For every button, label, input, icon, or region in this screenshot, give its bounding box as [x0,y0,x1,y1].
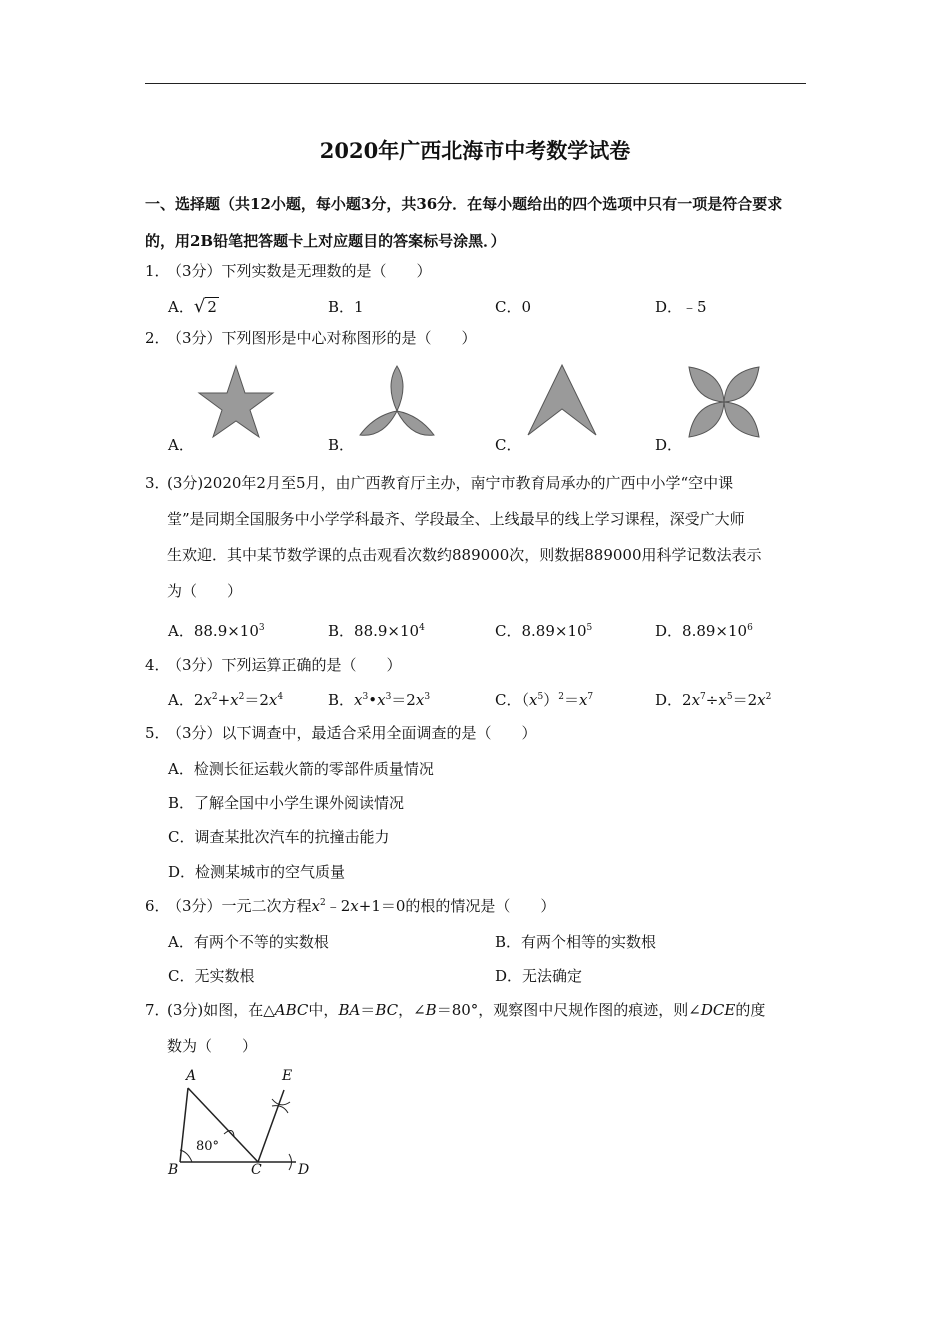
question-text-line-3: 生欢迎．其中某节数学课的点击观看次数约889000次，则数据889000用科学记数法表示 [167,546,762,564]
option-b[interactable]: B． [328,436,355,454]
arrowhead-figure [524,363,600,439]
option-text: D．8.89×10 [655,622,748,640]
question-text-pre: （3分）一元二次方程 [167,897,312,915]
question-3 [145,465,810,609]
exponent: 5 [586,623,593,633]
option-c[interactable]: C．调查某批次汽车的抗撞击能力 [168,828,390,846]
question-5 [145,715,810,751]
angle-label: 80° [196,1139,220,1154]
option-c[interactable]: C．无实数根 [168,967,255,985]
label-a: A [186,1068,197,1084]
option-d[interactable]: D． [655,436,683,454]
option-b[interactable]: B．了解全国中小学生课外阅读情况 [168,794,405,812]
question-6-options-row-2 [168,965,808,989]
question-4-options [168,689,808,713]
option-value: 2 [207,298,217,316]
option-d[interactable]: D．检测某城市的空气质量 [168,863,346,881]
question-text: （3分）下列实数是无理数的是（ ） [167,262,432,280]
four-petal-figure [684,362,764,442]
exponent: 6 [747,623,753,633]
option-d[interactable]: D．$2x^7\div x^5=2x^2$ [655,691,772,709]
question-text-line-4: 为（ ） [167,582,243,600]
option-b[interactable]: B．$x^3•x^3=2x^3$ [328,691,431,709]
option-text: A．88.9×10 [168,622,259,640]
question-text: （3分）以下调查中，最适合采用全面调查的是（ ） [167,724,537,742]
option-b[interactable]: B．1 [328,298,364,316]
option-label: A． [168,298,194,316]
question-7 [145,992,810,1064]
question-text: （3分）一元二次方程$x^2﹣2x+1=0$的根的情况是（ ） [167,897,556,915]
question-1-options [168,296,808,320]
option-a[interactable] [168,620,265,641]
label-c: C [251,1162,262,1178]
option-b[interactable]: B．有两个相等的实数根 [495,933,657,951]
exponent: 4 [419,623,425,633]
option-c[interactable]: C．$(x^5)^2=x^7$ [495,691,594,709]
option-b[interactable] [328,620,425,641]
question-number: 1． [145,262,170,280]
question-text-line-2: 数为（ ） [167,1037,258,1055]
question-text: （3分）下列运算正确的是（ ） [167,656,402,674]
label-d: D [298,1162,310,1178]
question-text-line-1: (3分)如图，在△ABC中，BA＝BC，∠B＝80°，观察图中尺规作图的痕迹，则∠DCE的度 [167,1001,766,1019]
three-petal-figure [355,363,439,441]
question-number: 5． [145,724,170,742]
option-text: C．8.89×10 [495,622,587,640]
option-d[interactable] [655,620,753,641]
option-a[interactable]: A．检测长征运载火箭的零部件质量情况 [168,760,434,778]
option-c[interactable]: C．0 [495,298,532,316]
question-3-options [168,620,808,644]
label-b: B [168,1162,179,1178]
option-d[interactable]: D．无法确定 [495,967,583,985]
question-text-line-2: 堂”是同期全国服务中小学学科最齐、学段最全、上线最早的线上学习课程，深受广大师 [167,510,745,528]
question-6 [145,888,810,924]
option-c[interactable]: C． [495,436,522,454]
question-1 [145,253,810,289]
question-text: （3分）下列图形是中心对称图形的是（ ） [167,329,477,347]
exponent: 3 [258,623,265,633]
label-e: E [282,1068,293,1084]
question-number: 3． [145,474,170,492]
question-6-options-row-1 [168,931,808,955]
question-number: 7． [145,1001,170,1019]
option-a[interactable]: A． [168,436,194,454]
question-number: 6． [145,897,170,915]
sqrt-icon: √ [193,296,206,317]
question-text-post: 的根的情况是（ ） [405,897,556,915]
question-2-options [168,434,808,458]
option-c[interactable] [495,620,592,641]
option-a[interactable] [168,296,219,317]
header-rule [145,83,806,84]
question-4 [145,647,810,683]
triangle-construction-figure [160,1066,320,1181]
question-number: 2． [145,329,170,347]
page-title: 2020年广西北海市中考数学试卷 [319,138,631,163]
option-text: B．88.9×10 [328,622,420,640]
section-heading: 一、选择题（共12小题，每小题3分，共36分．在每小题给出的四个选项中只有一项是符合要求的，用2B铅笔把答题卡上对应题目的答案标号涂黑．） [145,195,783,250]
option-a[interactable]: A．有两个不等的实数根 [168,933,329,951]
star-figure [196,363,276,443]
question-text-line-1: (3分)2020年2月至5月，由广西教育厅主办，南宁市教育局承办的广西中小学“空中课 [167,474,734,492]
question-number: 4． [145,656,170,674]
question-2 [145,320,810,356]
option-a[interactable]: A．$2x^2+x^2=2x^4$ [168,691,284,709]
option-d[interactable]: D．﹣5 [655,298,707,316]
